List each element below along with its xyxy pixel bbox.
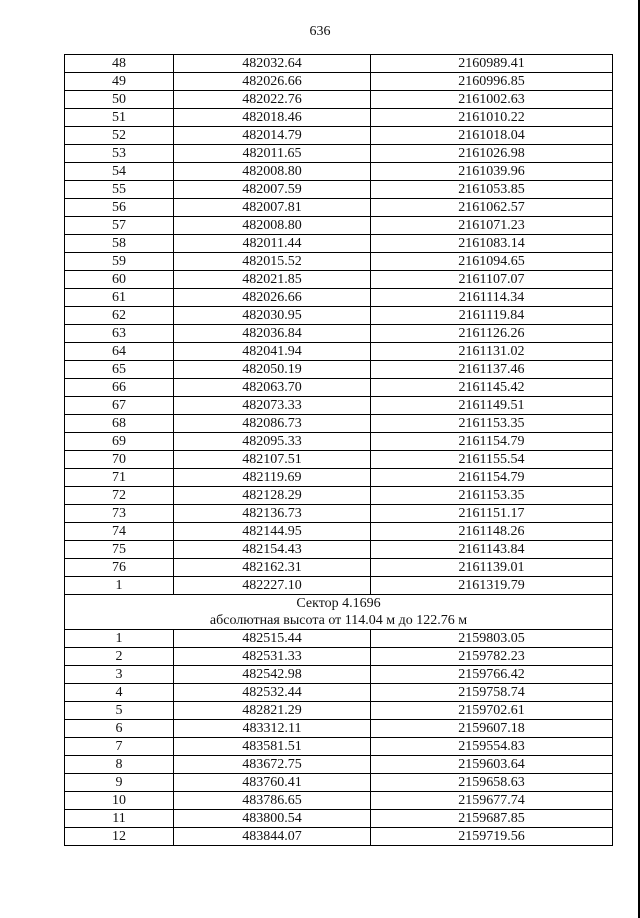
table-row [65,702,613,720]
table-row [65,91,613,109]
x-coordinate-cell: 482030.95 [174,307,371,325]
table-row [65,469,613,487]
coordinates-table-top-section [65,55,613,595]
point-number-cell: 63 [65,325,174,343]
y-coordinate-cell: 2161094.65 [371,253,613,271]
table-row [65,505,613,523]
y-coordinate-cell: 2159677.74 [371,792,613,810]
y-coordinate-cell: 2161026.98 [371,145,613,163]
y-coordinate-cell: 2161143.84 [371,541,613,559]
x-coordinate-cell: 482015.52 [174,253,371,271]
point-number-cell: 10 [65,792,174,810]
point-number-cell: 74 [65,523,174,541]
y-coordinate-cell: 2161153.35 [371,415,613,433]
table-row [65,415,613,433]
x-coordinate-cell: 482119.69 [174,469,371,487]
point-number-cell: 1 [65,577,174,595]
x-coordinate-cell: 482063.70 [174,379,371,397]
point-number-cell: 68 [65,415,174,433]
sector-header-row [65,595,613,630]
table-row [65,343,613,361]
y-coordinate-cell: 2161153.35 [371,487,613,505]
point-number-cell: 73 [65,505,174,523]
x-coordinate-cell: 483844.07 [174,828,371,846]
y-coordinate-cell: 2161083.14 [371,235,613,253]
y-coordinate-cell: 2161039.96 [371,163,613,181]
x-coordinate-cell: 482007.59 [174,181,371,199]
y-coordinate-cell: 2161148.26 [371,523,613,541]
x-coordinate-cell: 483760.41 [174,774,371,792]
point-number-cell: 66 [65,379,174,397]
sector-altitude-range: абсолютная высота от 114.04 м до 122.76 м [209,613,468,628]
coordinates-table-bottom-section [65,630,613,846]
point-number-cell: 50 [65,91,174,109]
point-number-cell: 71 [65,469,174,487]
point-number-cell: 57 [65,217,174,235]
table-row [65,648,613,666]
x-coordinate-cell: 482036.84 [174,325,371,343]
y-coordinate-cell: 2161131.02 [371,343,613,361]
table-row [65,577,613,595]
table-row [65,181,613,199]
table-row [65,541,613,559]
y-coordinate-cell: 2161151.17 [371,505,613,523]
point-number-cell: 53 [65,145,174,163]
x-coordinate-cell: 482136.73 [174,505,371,523]
y-coordinate-cell: 2159607.18 [371,720,613,738]
x-coordinate-cell: 482041.94 [174,343,371,361]
x-coordinate-cell: 483800.54 [174,810,371,828]
table-row [65,271,613,289]
table-row [65,397,613,415]
table-row [65,253,613,271]
x-coordinate-cell: 482086.73 [174,415,371,433]
table-row [65,487,613,505]
x-coordinate-cell: 482144.95 [174,523,371,541]
y-coordinate-cell: 2160996.85 [371,73,613,91]
x-coordinate-cell: 482531.33 [174,648,371,666]
table-row [65,792,613,810]
point-number-cell: 60 [65,271,174,289]
x-coordinate-cell: 482095.33 [174,433,371,451]
point-number-cell: 8 [65,756,174,774]
y-coordinate-cell: 2159782.23 [371,648,613,666]
y-coordinate-cell: 2160989.41 [371,55,613,73]
point-number-cell: 12 [65,828,174,846]
point-number-cell: 1 [65,630,174,648]
table-row [65,684,613,702]
y-coordinate-cell: 2161126.26 [371,325,613,343]
x-coordinate-cell: 482532.44 [174,684,371,702]
x-coordinate-cell: 483312.11 [174,720,371,738]
y-coordinate-cell: 2161319.79 [371,577,613,595]
table-row [65,199,613,217]
table-row [65,217,613,235]
y-coordinate-cell: 2159719.56 [371,828,613,846]
y-coordinate-cell: 2159803.05 [371,630,613,648]
table-row [65,145,613,163]
x-coordinate-cell: 483672.75 [174,756,371,774]
y-coordinate-cell: 2159603.64 [371,756,613,774]
point-number-cell: 54 [65,163,174,181]
x-coordinate-cell: 482011.44 [174,235,371,253]
x-coordinate-cell: 482154.43 [174,541,371,559]
y-coordinate-cell: 2159758.74 [371,684,613,702]
y-coordinate-cell: 2161071.23 [371,217,613,235]
table-row [65,720,613,738]
table-row [65,379,613,397]
x-coordinate-cell: 482022.76 [174,91,371,109]
point-number-cell: 75 [65,541,174,559]
table-row [65,361,613,379]
x-coordinate-cell: 482021.85 [174,271,371,289]
table-row [65,559,613,577]
point-number-cell: 62 [65,307,174,325]
x-coordinate-cell: 482026.66 [174,289,371,307]
point-number-cell: 72 [65,487,174,505]
x-coordinate-cell: 482073.33 [174,397,371,415]
y-coordinate-cell: 2161107.07 [371,271,613,289]
y-coordinate-cell: 2159766.42 [371,666,613,684]
y-coordinate-cell: 2159658.63 [371,774,613,792]
point-number-cell: 64 [65,343,174,361]
point-number-cell: 65 [65,361,174,379]
y-coordinate-cell: 2161062.57 [371,199,613,217]
point-number-cell: 48 [65,55,174,73]
y-coordinate-cell: 2159702.61 [371,702,613,720]
table-row [65,163,613,181]
x-coordinate-cell: 482128.29 [174,487,371,505]
table-row [65,523,613,541]
coordinates-table [64,54,613,846]
point-number-cell: 52 [65,127,174,145]
table-row [65,73,613,91]
sector-title: Сектор 4.1696 [296,596,381,611]
point-number-cell: 56 [65,199,174,217]
point-number-cell: 7 [65,738,174,756]
x-coordinate-cell: 482542.98 [174,666,371,684]
y-coordinate-cell: 2161114.34 [371,289,613,307]
table-row [65,433,613,451]
x-coordinate-cell: 482050.19 [174,361,371,379]
point-number-cell: 69 [65,433,174,451]
point-number-cell: 76 [65,559,174,577]
point-number-cell: 4 [65,684,174,702]
point-number-cell: 2 [65,648,174,666]
y-coordinate-cell: 2161053.85 [371,181,613,199]
point-number-cell: 59 [65,253,174,271]
x-coordinate-cell: 482821.29 [174,702,371,720]
point-number-cell: 6 [65,720,174,738]
point-number-cell: 11 [65,810,174,828]
y-coordinate-cell: 2161139.01 [371,559,613,577]
x-coordinate-cell: 482162.31 [174,559,371,577]
x-coordinate-cell: 482014.79 [174,127,371,145]
point-number-cell: 9 [65,774,174,792]
table-row [65,235,613,253]
y-coordinate-cell: 2159687.85 [371,810,613,828]
table-row [65,828,613,846]
y-coordinate-cell: 2161154.79 [371,433,613,451]
x-coordinate-cell: 483581.51 [174,738,371,756]
point-number-cell: 49 [65,73,174,91]
sector-header-cell [65,595,613,630]
x-coordinate-cell: 482107.51 [174,451,371,469]
point-number-cell: 58 [65,235,174,253]
y-coordinate-cell: 2161155.54 [371,451,613,469]
table-row [65,810,613,828]
x-coordinate-cell: 482227.10 [174,577,371,595]
y-coordinate-cell: 2161018.04 [371,127,613,145]
point-number-cell: 55 [65,181,174,199]
page-number: 636 [309,24,331,39]
y-coordinate-cell: 2161145.42 [371,379,613,397]
table-row [65,666,613,684]
point-number-cell: 5 [65,702,174,720]
table-row [65,127,613,145]
y-coordinate-cell: 2161002.63 [371,91,613,109]
y-coordinate-cell: 2161154.79 [371,469,613,487]
x-coordinate-cell: 482008.80 [174,217,371,235]
x-coordinate-cell: 482011.65 [174,145,371,163]
table-row [65,109,613,127]
y-coordinate-cell: 2161149.51 [371,397,613,415]
point-number-cell: 3 [65,666,174,684]
point-number-cell: 67 [65,397,174,415]
sector-header-section [65,595,613,630]
table-row [65,774,613,792]
table-row [65,55,613,73]
x-coordinate-cell: 482007.81 [174,199,371,217]
x-coordinate-cell: 482008.80 [174,163,371,181]
y-coordinate-cell: 2161119.84 [371,307,613,325]
x-coordinate-cell: 482032.64 [174,55,371,73]
x-coordinate-cell: 482026.66 [174,73,371,91]
y-coordinate-cell: 2159554.83 [371,738,613,756]
table-row [65,289,613,307]
x-coordinate-cell: 482018.46 [174,109,371,127]
table-row [65,630,613,648]
x-coordinate-cell: 483786.65 [174,792,371,810]
x-coordinate-cell: 482515.44 [174,630,371,648]
point-number-cell: 70 [65,451,174,469]
point-number-cell: 61 [65,289,174,307]
y-coordinate-cell: 2161010.22 [371,109,613,127]
table-row [65,756,613,774]
table-row [65,325,613,343]
table-row [65,738,613,756]
point-number-cell: 51 [65,109,174,127]
table-row [65,451,613,469]
y-coordinate-cell: 2161137.46 [371,361,613,379]
table-row [65,307,613,325]
